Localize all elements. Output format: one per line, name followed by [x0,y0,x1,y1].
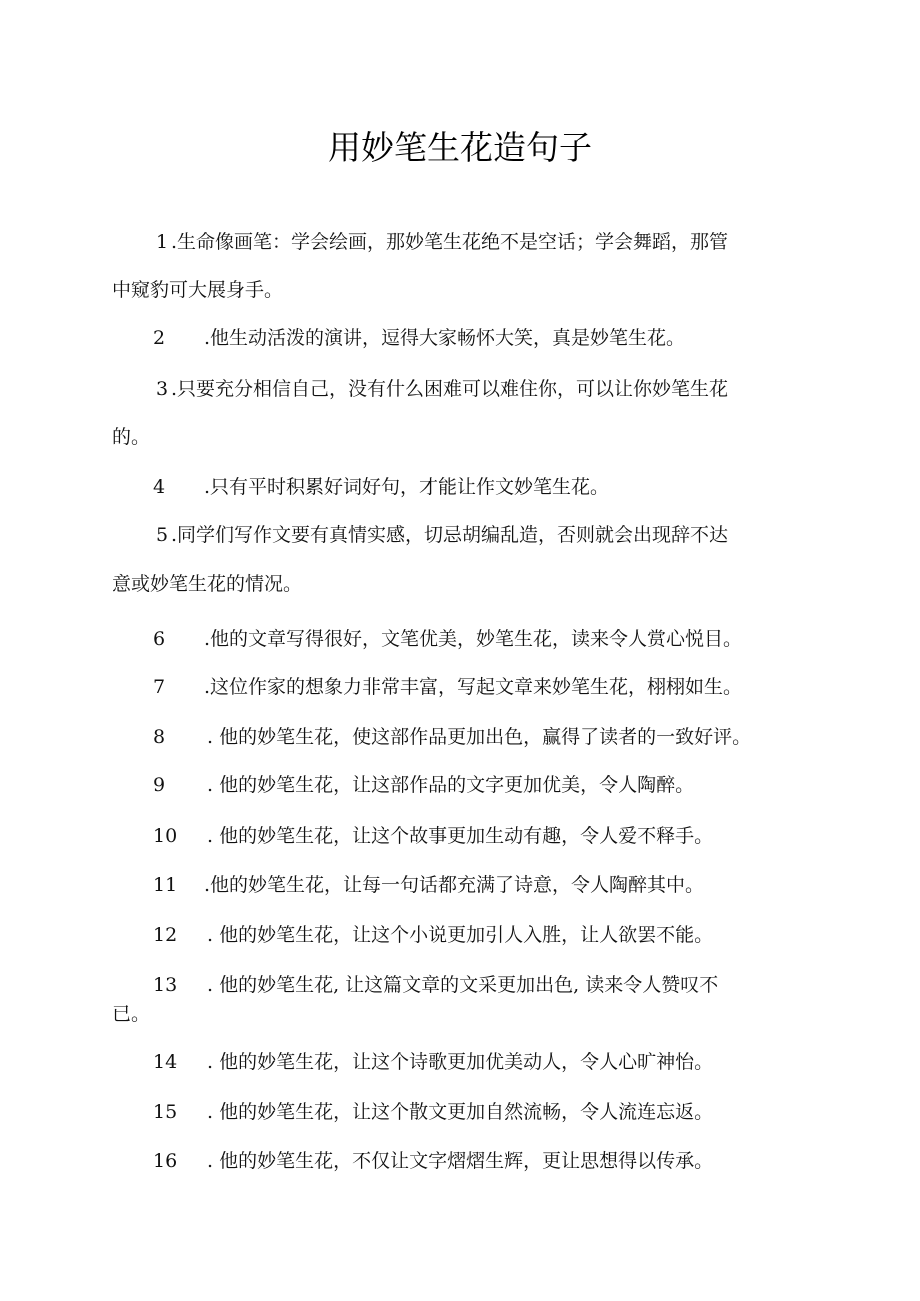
item-text: . 他的妙笔生花，让这个散文更加自然流畅，令人流连忘返。 [207,1101,714,1123]
item-number: 9 [153,774,166,796]
item-number: 3 [156,378,169,400]
item-text: . 他的妙笔生花，让这个诗歌更加优美动人，令人心旷神怡。 [207,1051,714,1073]
item-number: 10 [153,825,178,847]
item-number: 11 [153,874,178,896]
item-text: .他的妙笔生花，让每一句话都充满了诗意，令人陶醉其中。 [204,874,705,896]
item-number: 8 [153,726,166,748]
document-title: 用妙笔生花造句子 [328,128,592,167]
item-number: 4 [153,476,166,498]
item-continuation: 意或妙笔生花的情况。 [112,573,303,595]
item-number: 12 [153,924,178,946]
item-text: . 他的妙笔生花，让这个小说更加引人入胜，让人欲罢不能。 [207,924,714,946]
item-number: 6 [153,628,166,650]
item-number: 5 [156,524,169,546]
item-number: 13 [153,974,178,996]
item-text: .只要充分相信自己，没有什么困难可以难住你，可以让你妙笔生花 [171,378,729,400]
item-text: . 他的妙笔生花，使这部作品更加出色，赢得了读者的一致好评。 [207,726,752,748]
item-text: .只有平时积累好词好句，才能让作文妙笔生花。 [204,476,610,498]
item-number: 7 [153,676,166,698]
item-text: .生命像画笔：学会绘画，那妙笔生花绝不是空话；学会舞蹈，那管 [171,231,729,253]
item-continuation: 的。 [112,426,151,448]
item-number: 15 [153,1101,178,1123]
item-continuation: 中窥豹可大展身手。 [112,279,284,301]
item-text: . 他的妙笔生花，让这个故事更加生动有趣，令人爱不释手。 [207,825,714,847]
item-text: .这位作家的想象力非常丰富，写起文章来妙笔生花，栩栩如生。 [204,676,743,698]
item-number: 14 [153,1051,178,1073]
item-number: 2 [153,327,166,349]
item-text: . 他的妙笔生花，让这部作品的文字更加优美，令人陶醉。 [207,774,695,796]
item-number: 16 [153,1150,178,1172]
item-text: .同学们写作文要有真情实感，切忌胡编乱造，否则就会出现辞不达 [171,524,729,546]
item-text: .他生动活泼的演讲，逗得大家畅怀大笑，真是妙笔生花。 [204,327,686,349]
item-text: . 他的妙笔生花，不仅让文字熠熠生辉，更让思想得以传承。 [207,1150,714,1172]
item-number: 1 [156,231,169,253]
item-continuation: 已。 [112,1003,151,1025]
item-text: .他的文章写得很好，文笔优美，妙笔生花，读来令人赏心悦目。 [204,628,743,650]
item-text: . 他的妙笔生花, 让这篇文章的文采更加出色, 读来令人赞叹不 [207,974,719,996]
